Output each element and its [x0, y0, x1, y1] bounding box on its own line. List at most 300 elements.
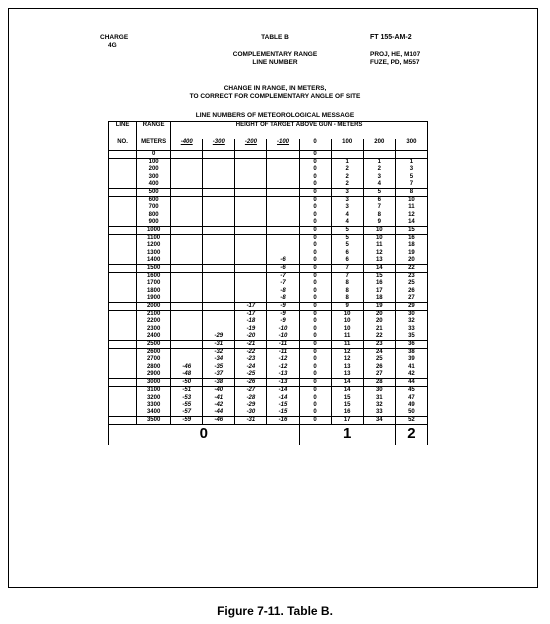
height-value: 24 [375, 349, 383, 356]
height-value [171, 166, 202, 173]
height-cell [203, 235, 235, 265]
height-value: -9 [280, 311, 286, 318]
height-value: 23 [375, 341, 383, 348]
height-value [171, 295, 202, 302]
height-value: 13 [343, 370, 351, 377]
range-value: 200 [148, 166, 159, 173]
height-cell [267, 265, 299, 273]
height-cell [331, 379, 363, 387]
height-value: 3 [377, 173, 381, 180]
height-value: -31 [246, 417, 256, 424]
height-value [203, 197, 234, 204]
height-cell [171, 417, 203, 425]
height-value [203, 295, 234, 302]
range-value: 1000 [146, 227, 161, 234]
height-value: 1 [409, 159, 414, 166]
height-cell [331, 235, 363, 265]
height-value: -10 [278, 332, 288, 339]
height-value: 14 [343, 387, 351, 394]
height-cell [171, 265, 203, 273]
height-value: 12 [408, 211, 415, 218]
height-value: -46 [182, 363, 192, 370]
height-cell [363, 379, 395, 387]
line-no-cell [109, 159, 137, 189]
range-value: 2900 [146, 370, 161, 377]
height-value: -40 [214, 387, 224, 394]
height-cell [267, 159, 299, 189]
height-value: 50 [408, 408, 415, 415]
height-value [267, 250, 298, 257]
height-value [203, 280, 234, 287]
height-value: 10 [343, 318, 351, 325]
height-value: 22 [408, 265, 415, 272]
height-value: 0 [313, 287, 317, 294]
height-cell [171, 159, 203, 189]
height-value: -15 [278, 408, 288, 415]
table-row-group [109, 387, 428, 417]
height-value [203, 151, 234, 158]
height-cell [203, 311, 235, 341]
range-value: 800 [148, 211, 159, 218]
height-value: 0 [313, 318, 317, 325]
height-value: 2 [345, 166, 349, 173]
table-title-block [200, 34, 350, 67]
height-cell [203, 151, 235, 159]
height-value: 14 [375, 265, 383, 272]
height-cell [395, 379, 427, 387]
height-cell [331, 311, 363, 341]
height-value [235, 288, 266, 295]
height-col-header: -100 [267, 139, 299, 151]
height-col-header: 0 [299, 139, 331, 151]
height-cell [363, 303, 395, 311]
height-value [171, 333, 202, 340]
height-value: 10 [343, 325, 351, 332]
range-value: 1700 [146, 280, 161, 287]
height-value: 3 [345, 204, 349, 211]
height-cell [267, 227, 299, 235]
height-value: 1 [377, 159, 381, 166]
height-value: 19 [375, 303, 383, 310]
height-col-header: 100 [331, 139, 363, 151]
height-cell [235, 265, 267, 273]
height-value: -53 [182, 394, 192, 401]
range-value: 1600 [146, 273, 161, 280]
height-cell [171, 387, 203, 417]
height-cell [363, 235, 395, 265]
height-cell [331, 151, 363, 159]
height-col-header: 200 [363, 139, 395, 151]
height-cell [235, 151, 267, 159]
height-value [171, 250, 202, 257]
height-cell [395, 341, 427, 349]
height-cell [267, 417, 299, 425]
height-value [171, 326, 202, 333]
range-cell [137, 273, 171, 303]
height-value [171, 273, 202, 280]
height-cell [267, 311, 299, 341]
height-value: 45 [408, 387, 415, 394]
table-row-group [109, 303, 428, 311]
height-value: -11 [278, 349, 288, 356]
height-value [267, 197, 298, 204]
height-value: 11 [408, 204, 415, 211]
height-value: -41 [214, 394, 224, 401]
height-value: 25 [375, 356, 383, 363]
height-value: -42 [214, 401, 224, 408]
range-value: 1900 [146, 294, 161, 301]
height-cell [331, 265, 363, 273]
height-value: 27 [408, 294, 415, 301]
height-value [203, 318, 234, 325]
height-value: -10 [278, 325, 288, 332]
height-cell [299, 197, 331, 227]
height-value: -32 [214, 349, 224, 356]
height-value: 52 [408, 417, 415, 424]
height-value: 42 [408, 370, 415, 377]
height-cell [331, 349, 363, 379]
height-value [203, 181, 234, 188]
height-value: 34 [375, 417, 383, 424]
height-value: 0 [313, 394, 317, 401]
height-value [267, 189, 298, 196]
height-value: 7 [377, 204, 381, 211]
ft-designation: FT 155-AM-2 [370, 34, 412, 41]
height-cell [267, 197, 299, 227]
height-value: 8 [409, 189, 414, 196]
fuze: FUZE, PD, M557 [370, 59, 420, 66]
height-value [171, 219, 202, 226]
height-value: 0 [313, 356, 317, 363]
height-cell [171, 227, 203, 235]
height-value: 8 [377, 211, 381, 218]
height-cell [235, 417, 267, 425]
height-value: 20 [375, 311, 383, 318]
range-value: 3300 [146, 401, 161, 408]
range-value: 3000 [146, 379, 161, 386]
height-cell [299, 349, 331, 379]
height-value: 0 [313, 173, 317, 180]
height-cell [395, 151, 427, 159]
height-value [235, 280, 266, 287]
table-subtitle-1: COMPLEMENTARY RANGE [232, 51, 318, 58]
height-value: 4 [345, 218, 349, 225]
height-value: 47 [408, 394, 415, 401]
height-value [235, 295, 266, 302]
height-value: -51 [182, 387, 192, 394]
height-value: 0 [313, 349, 317, 356]
range-value: 2800 [146, 363, 161, 370]
range-value: 2700 [146, 356, 161, 363]
height-value: -14 [278, 394, 288, 401]
height-value: 9 [377, 218, 381, 225]
height-value [267, 227, 298, 234]
range-value: 100 [148, 159, 159, 166]
height-value: 5 [345, 242, 349, 249]
height-value: -30 [246, 408, 256, 415]
height-value [267, 204, 298, 211]
range-value: 2500 [146, 341, 161, 348]
height-cell [395, 387, 427, 417]
height-cell [267, 303, 299, 311]
height-cell [395, 189, 427, 197]
height-value: 0 [313, 166, 317, 173]
height-value: -35 [214, 363, 224, 370]
height-value [235, 212, 266, 219]
ft-block [370, 34, 420, 67]
height-value: 31 [375, 394, 383, 401]
height-value: -12 [278, 363, 288, 370]
range-cell [137, 151, 171, 159]
height-value [235, 250, 266, 257]
height-value [203, 257, 234, 264]
height-cell [299, 379, 331, 387]
height-cell [203, 265, 235, 273]
height-value: 18 [408, 242, 415, 249]
height-cell [203, 349, 235, 379]
height-value: 21 [375, 325, 383, 332]
range-value: 0 [151, 151, 156, 157]
height-value [267, 174, 298, 181]
height-value [171, 242, 202, 249]
height-value [203, 212, 234, 219]
height-cell [203, 273, 235, 303]
height-value [267, 242, 298, 249]
height-value: 0 [313, 325, 317, 332]
height-cell [267, 151, 299, 159]
height-value: 22 [375, 332, 383, 339]
height-value [235, 189, 266, 196]
line-no-cell [109, 379, 137, 387]
height-cell [267, 379, 299, 387]
height-value: 15 [343, 394, 351, 401]
height-cell [171, 311, 203, 341]
height-cell [299, 303, 331, 311]
height-cell [267, 189, 299, 197]
height-cell [363, 151, 395, 159]
height-cell [395, 349, 427, 379]
description [150, 85, 400, 101]
height-value [171, 189, 202, 196]
height-cell [331, 303, 363, 311]
zone-0: 0 [109, 425, 300, 446]
height-value: 30 [375, 387, 383, 394]
height-cell [299, 265, 331, 273]
height-cell [395, 303, 427, 311]
height-cell [363, 197, 395, 227]
height-col-header: -300 [203, 139, 235, 151]
height-value [203, 265, 234, 272]
height-value [235, 166, 266, 173]
height-value: 41 [408, 363, 415, 370]
height-value: 38 [408, 349, 415, 356]
range-cell [137, 235, 171, 265]
height-cell [203, 417, 235, 425]
height-value: -15 [278, 401, 288, 408]
height-cell [235, 349, 267, 379]
height-value: 28 [375, 379, 383, 386]
height-cell [203, 303, 235, 311]
height-value [267, 151, 298, 158]
height-value [203, 326, 234, 333]
height-cell [331, 417, 363, 425]
height-cell [267, 235, 299, 265]
height-value: 16 [408, 235, 415, 242]
height-value: 0 [313, 159, 317, 166]
height-value: 0 [313, 204, 317, 211]
height-value: 0 [313, 303, 317, 310]
height-value: 0 [313, 273, 317, 280]
height-value: 11 [344, 332, 351, 339]
height-cell [363, 265, 395, 273]
height-cell [171, 379, 203, 387]
height-value [235, 181, 266, 188]
height-value [203, 242, 234, 249]
height-value [267, 235, 298, 242]
height-value [203, 288, 234, 295]
height-value: 0 [313, 189, 317, 196]
height-value [171, 311, 202, 318]
height-cell [267, 349, 299, 379]
height-value: 0 [313, 417, 317, 424]
table-row-group [109, 235, 428, 265]
range-cell [137, 227, 171, 235]
height-cell [299, 311, 331, 341]
height-value: 5 [409, 173, 414, 180]
height-value [364, 151, 395, 158]
height-value: -26 [246, 379, 256, 386]
height-value: 0 [313, 294, 317, 301]
height-cell [235, 341, 267, 349]
height-cell [267, 341, 299, 349]
table-row-group [109, 159, 428, 189]
height-value: 0 [313, 341, 317, 348]
height-value: -46 [214, 417, 224, 424]
zone-2: 2 [395, 425, 427, 446]
height-value: 13 [343, 363, 351, 370]
height-value [203, 235, 234, 242]
height-value: 5 [345, 235, 349, 242]
height-value [171, 227, 202, 234]
height-value: 15 [375, 273, 383, 280]
height-value: 7 [345, 265, 349, 272]
height-cell [331, 189, 363, 197]
height-cell [395, 159, 427, 189]
charge-value: 4G [108, 42, 117, 49]
line-no-cell [109, 341, 137, 349]
charge-label [100, 34, 128, 50]
height-value [235, 151, 266, 158]
height-value: 10 [375, 227, 383, 234]
range-value: 600 [148, 197, 159, 204]
height-value: 25 [408, 280, 415, 287]
height-cell [171, 349, 203, 379]
height-value: -50 [182, 379, 192, 386]
range-value: 3400 [146, 408, 161, 415]
range-value: 300 [148, 173, 159, 180]
height-value: 33 [408, 325, 415, 332]
range-value: 2300 [146, 325, 161, 332]
height-value: -19 [246, 325, 256, 332]
height-value: -16 [278, 417, 288, 424]
height-cell [395, 227, 427, 235]
height-value: -13 [278, 379, 288, 386]
range-cell [137, 341, 171, 349]
height-value: -7 [280, 280, 286, 287]
line-no-cell [109, 311, 137, 341]
range-cell [137, 387, 171, 417]
height-value: 18 [375, 294, 383, 301]
height-value: 8 [345, 294, 349, 301]
range-value: 1400 [146, 256, 161, 263]
height-value [203, 311, 234, 318]
height-cell [267, 387, 299, 417]
height-cell [171, 189, 203, 197]
height-value: 16 [375, 280, 383, 287]
height-value: 19 [408, 249, 415, 256]
height-value [267, 212, 298, 219]
height-cell [363, 417, 395, 425]
height-value: 26 [375, 363, 383, 370]
height-cell [331, 387, 363, 417]
height-value: -24 [246, 363, 256, 370]
height-value: 26 [408, 287, 415, 294]
height-value: 0 [313, 180, 317, 187]
height-cell [171, 303, 203, 311]
table-row-group [109, 311, 428, 341]
height-value: -14 [278, 387, 288, 394]
table-row-group [109, 151, 428, 159]
height-cell [395, 265, 427, 273]
height-cell [235, 189, 267, 197]
height-value: 32 [408, 318, 415, 325]
range-value: 2400 [146, 332, 161, 339]
height-value: 20 [375, 318, 383, 325]
line-no-cell [109, 417, 137, 425]
height-value: 2 [345, 173, 349, 180]
height-value: -9 [280, 318, 286, 325]
height-cell [331, 227, 363, 235]
height-col-header: -200 [235, 139, 267, 151]
table-row-group [109, 189, 428, 197]
height-cell [395, 273, 427, 303]
table-row-group [109, 341, 428, 349]
height-value: 13 [375, 256, 383, 263]
height-cell [235, 235, 267, 265]
height-col-header: 300 [395, 139, 427, 151]
height-value: 29 [408, 303, 415, 310]
height-cell [299, 341, 331, 349]
table-b [108, 121, 428, 445]
height-value: -57 [182, 408, 192, 415]
height-value: 12 [375, 249, 383, 256]
height-value [203, 227, 234, 234]
height-value [267, 181, 298, 188]
height-cell [235, 387, 267, 417]
message-label: LINE NUMBERS OF METEOROLOGICAL MESSAGE [195, 112, 355, 119]
range-value: 2600 [146, 349, 161, 356]
height-cell [203, 379, 235, 387]
height-value: 0 [313, 280, 317, 287]
height-value: -23 [246, 356, 256, 363]
height-value: -59 [182, 417, 192, 424]
line-no-cell [109, 387, 137, 417]
height-cell [235, 159, 267, 189]
height-value [235, 235, 266, 242]
range-cell [137, 379, 171, 387]
height-cell [363, 387, 395, 417]
height-cell [171, 341, 203, 349]
